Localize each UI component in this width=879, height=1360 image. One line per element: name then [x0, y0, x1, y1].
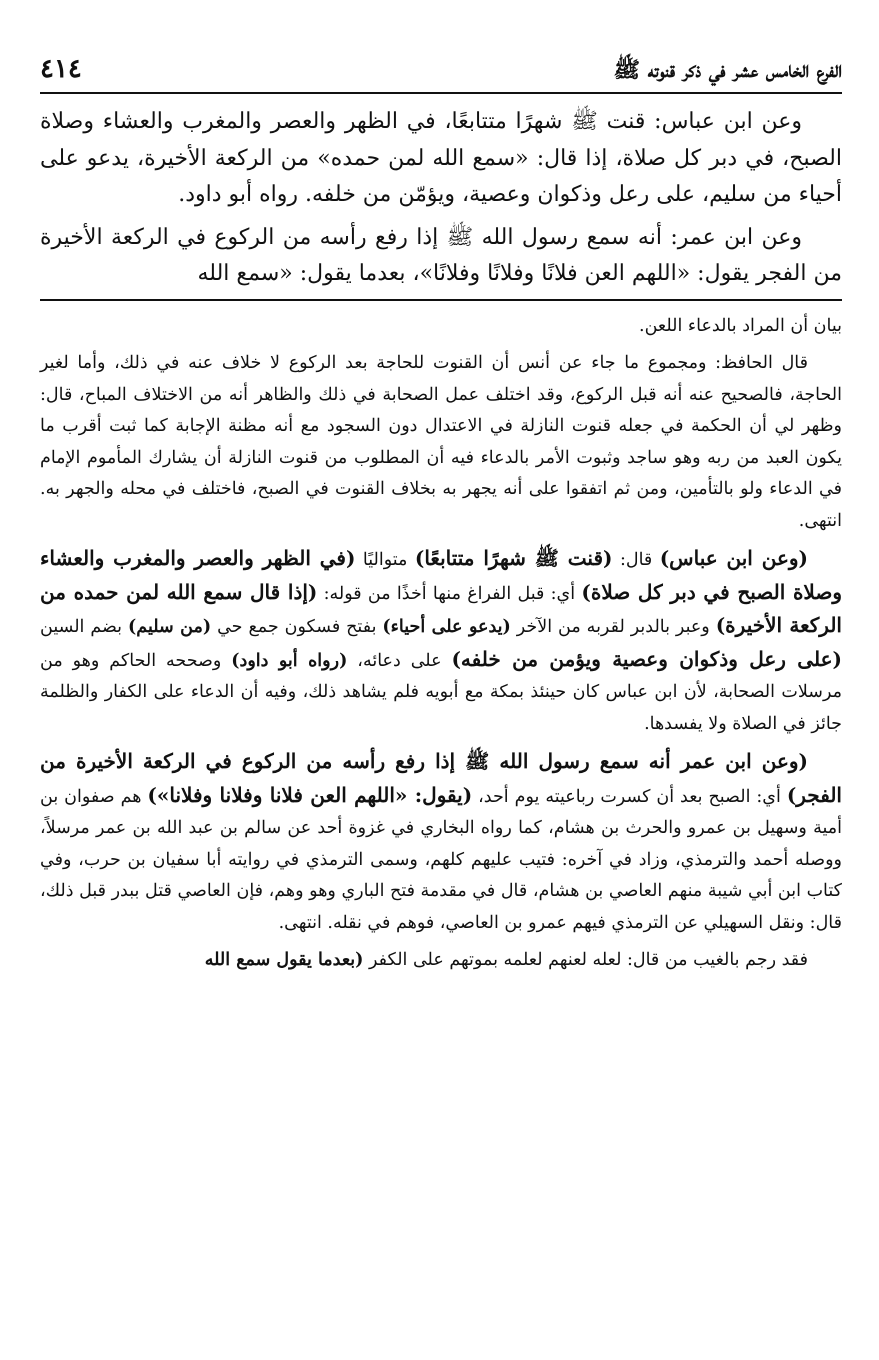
commentary-text: بضم السين — [40, 617, 129, 637]
quoted-text: (على رعل وذكوان وعصية ويؤمن من خلفه) — [451, 646, 842, 671]
quoted-text: (قنت ﷺ شهرًا متتابعًا) — [414, 546, 613, 570]
quoted-text: (إذا قال سمع الله لمن حمده من الركعة الأخيرة) — [40, 579, 842, 637]
commentary-text: فقد رجم بالغيب من قال: لعله لعنهم لعلمه بموتهم على الكفر — [363, 950, 808, 970]
quoted-text: (في الظهر والعصر والمغرب والعشاء وصلاة الصبح في دبر كل صلاة) — [40, 546, 842, 604]
commentary-paragraph-2: قال الحافظ: ومجموع ما جاء عن أنس أن القنوت للحاجة بعد الركوع لا خلاف عنه في ذلك، وأما لغير الحاجة، فالصحيح عنه أنه قبل الركوع، وقد اختلف عمل الصحابة في ذلك والظاهر أنه من الاختلاف المباح، قال: وظهر لي أن الحكمة في جعله قنوت النازلة في الاعتدال دون السجود مع أنه مظنة الإجابة كما ثبت أقرب ما يكون العبد من ربه وهو ساجد وثبوت الأمر بالدعاء فيه أن المطلوب من قنوت النازلة أن يشارك المأموم الإمام في الدعاء ولو بالتأمين، ومن ثم اتفقوا على أنه يجهر به بخلاف القنوت في الصبح، فاختلف في محله والجهر به. انتهى. — [40, 353, 843, 531]
main-paragraph-ibn-umar: وعن ابن عمر: أنه سمع رسول الله ﷺ إذا رفع رأسه من الركوع في الركعة الأخيرة من الفجر يقول: «اللهم العن فلانًا وفلانًا وفلانًا»، بعدما يقول: «سمع الله — [40, 224, 842, 286]
commentary-paragraph-3 — [40, 543, 842, 740]
commentary-text: متواليًا — [355, 550, 415, 570]
commentary-text: قال: — [612, 550, 660, 570]
commentary-paragraph-5 — [40, 945, 842, 977]
quoted-text: (يقول: «اللهم العن فلانا وفلانا وفلانا») — [147, 782, 473, 807]
quoted-text: (وعن ابن عمر أنه سمع رسول الله ﷺ إذا رفع رأسه من الركوع في الركعة الأخيرة من الفجر) — [40, 749, 842, 807]
commentary-text: أي: الصبح بعد أن كسرت رباعيته يوم أحد، — [472, 786, 787, 807]
running-title: الفرع الخامس عشر في ذكر قنوته ﷺ — [613, 57, 842, 83]
quoted-text: (بعدما يقول سمع الله — [204, 950, 364, 970]
footnote-divider — [40, 299, 842, 301]
quoted-text: (وعن ابن عباس) — [659, 546, 808, 570]
main-text — [40, 104, 842, 293]
page-header — [40, 48, 842, 94]
commentary-text: وعبر بالدبر لقربه من الآخر — [510, 617, 716, 637]
quoted-text: (رواه أبو داود) — [231, 650, 348, 671]
commentary-text: أي: قبل الفراغ منها أخذًا من قوله: — [317, 583, 582, 604]
page — [40, 48, 842, 983]
main-paragraph-ibn-abbas: وعن ابن عباس: قنت ﷺ شهرًا متتابعًا، في الظهر والعصر والمغرب والعشاء وصلاة الصبح، في دبر كل صلاة، إذا قال: «سمع الله لمن حمده» من الركعة الأخيرة، يدعو على أحياء من سليم، على رعل وذكوان وعصية، ويؤمّن من خلفه. رواه أبو داود. — [40, 109, 842, 207]
commentary-text: وصححه الحاكم وهو من مرسلات الصحابة، لأن ابن عباس كان حينئذ بمكة مع أبويه فلم يشاهد ذلك، وفيه أن الدعاء على الكفار والظلمة جائز في الصلاة ولا يفسدها. — [40, 650, 842, 734]
commentary-text: بفتح فسكون جمع حي — [211, 617, 383, 637]
page-number: ٤١٤ — [40, 54, 82, 84]
commentary — [40, 311, 842, 977]
commentary-text: على دعائه، — [347, 650, 452, 671]
commentary-paragraph-1: بيان أن المراد بالدعاء اللعن. — [639, 315, 842, 336]
quoted-text: (من سليم) — [128, 617, 212, 637]
commentary-paragraph-4 — [40, 746, 842, 939]
quoted-text: (يدعو على أحياء) — [382, 617, 511, 637]
commentary-text: هم صفوان بن أمية وسهيل بن عمرو والحرث بن هشام، كما رواه البخاري في غزوة أحد عن سالم بن عبد الله بن عمر مرسلاً، ووصله أحمد والترمذي، وزاد في آخره: فتيب عليهم كلهم، وسمى الترمذي في روايته أبا سفيان بن حرب، وفي كتاب ابن أبي شيبة منهم العاصي بن هشام، قال في مقدمة فتح الباري وهو وهم، فإن العاصي قتل ببدر قبل ذلك، قال: ونقل السهيلي عن الترمذي فيهم عمرو بن العاصي، فوهم في نقله. انتهى. — [40, 786, 842, 933]
